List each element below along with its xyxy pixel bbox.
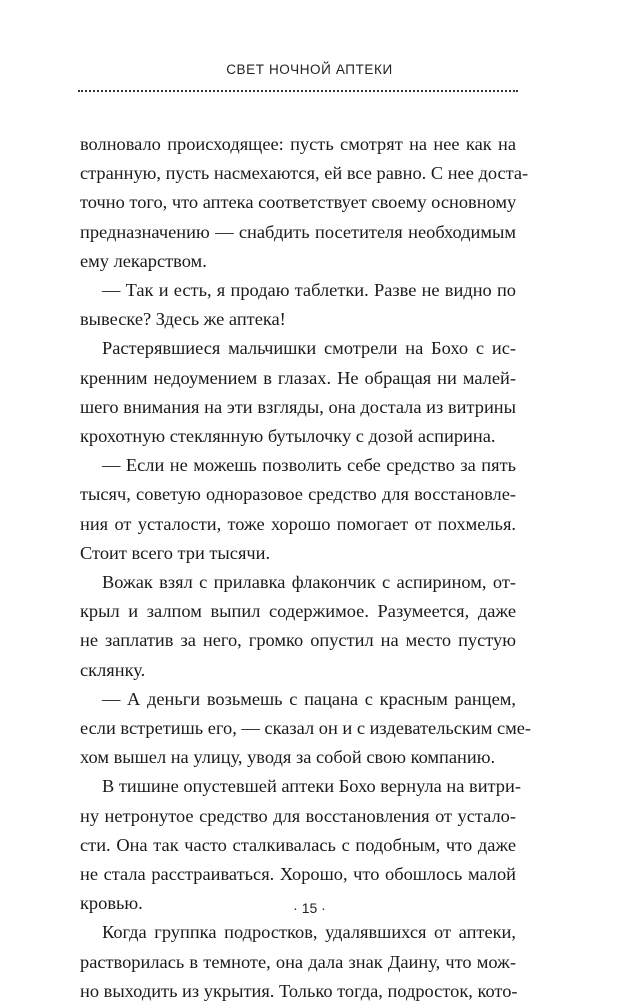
- text-line: склянку.: [80, 659, 146, 680]
- text-line: ну нетронутое средство для восстановления от устало-: [80, 805, 516, 826]
- text-line: Вожак взял с прилавка флакончик с аспирином, от-: [102, 572, 516, 593]
- body-text: [80, 130, 532, 1006]
- text-line: — Так и есть, я продаю таблетки. Разве не видно по: [102, 280, 516, 301]
- text-line: растворилась в темноте, она дала знак Даину, что мож-: [80, 951, 516, 972]
- text-line: точно того, что аптека соответствует своему основному: [80, 192, 517, 213]
- text-line: крохотную стеклянную бутылочку с дозой аспирина.: [80, 426, 496, 447]
- text-line: — А деньги возьмешь с пацана с красным ранцем,: [102, 688, 516, 709]
- text-line: волновало происходящее: пусть смотрят на нее как на: [80, 134, 516, 154]
- text-line: ния от усталости, тоже хорошо помогает от похмелья.: [80, 513, 516, 534]
- text-line: шего внимания на эти взгляды, она достала из витрины: [80, 396, 516, 417]
- text-line: В тишине опустевшей аптеки Бохо вернула на витри-: [102, 776, 521, 797]
- text-line: кренним недоумением в глазах. Не обращая ни малей-: [80, 367, 516, 388]
- text-line: тысяч, советую одноразовое средство для восстановле-: [80, 484, 516, 505]
- text-line: не заплатив за него, громко опустил на место пустую: [80, 630, 516, 651]
- text-line: Стоит всего три тысячи.: [80, 542, 271, 563]
- text-line: кровью.: [80, 893, 143, 914]
- text-line: но выходить из укрытия. Только тогда, подросток, кото-: [80, 980, 518, 1001]
- text-line: крыл и залпом выпил содержимое. Разумеется, даже: [80, 601, 516, 622]
- text-line: вывеске? Здесь же аптека!: [80, 309, 286, 330]
- page-number: · 15 ·: [293, 900, 326, 916]
- running-header-title: СВЕТ НОЧНОЙ АПТЕКИ: [226, 62, 393, 77]
- text-line: ему лекарством.: [80, 250, 207, 271]
- text-line: сти. Она так часто сталкивалась с подобным, что даже: [80, 834, 516, 855]
- header-dotted-rule: [78, 90, 518, 92]
- text-line: — Если не можешь позволить себе средство за пять: [102, 455, 516, 476]
- text-line: хом вышел на улицу, уводя за собой свою компанию.: [80, 747, 496, 768]
- text-line: Когда группка подростков, удалявшихся от аптеки,: [102, 922, 516, 943]
- text-line: не стала расстраиваться. Хорошо, что обошлось малой: [80, 864, 516, 885]
- text-line: если встретишь его, — сказал он и с издевательским сме-: [80, 718, 532, 739]
- text-line: странную, пусть насмехаются, ей все равно. С нее доста-: [80, 163, 529, 184]
- text-line: предназначению — снабдить посетителя необходимым: [80, 221, 516, 242]
- text-line: Растерявшиеся мальчишки смотрели на Бохо с ис-: [102, 338, 516, 359]
